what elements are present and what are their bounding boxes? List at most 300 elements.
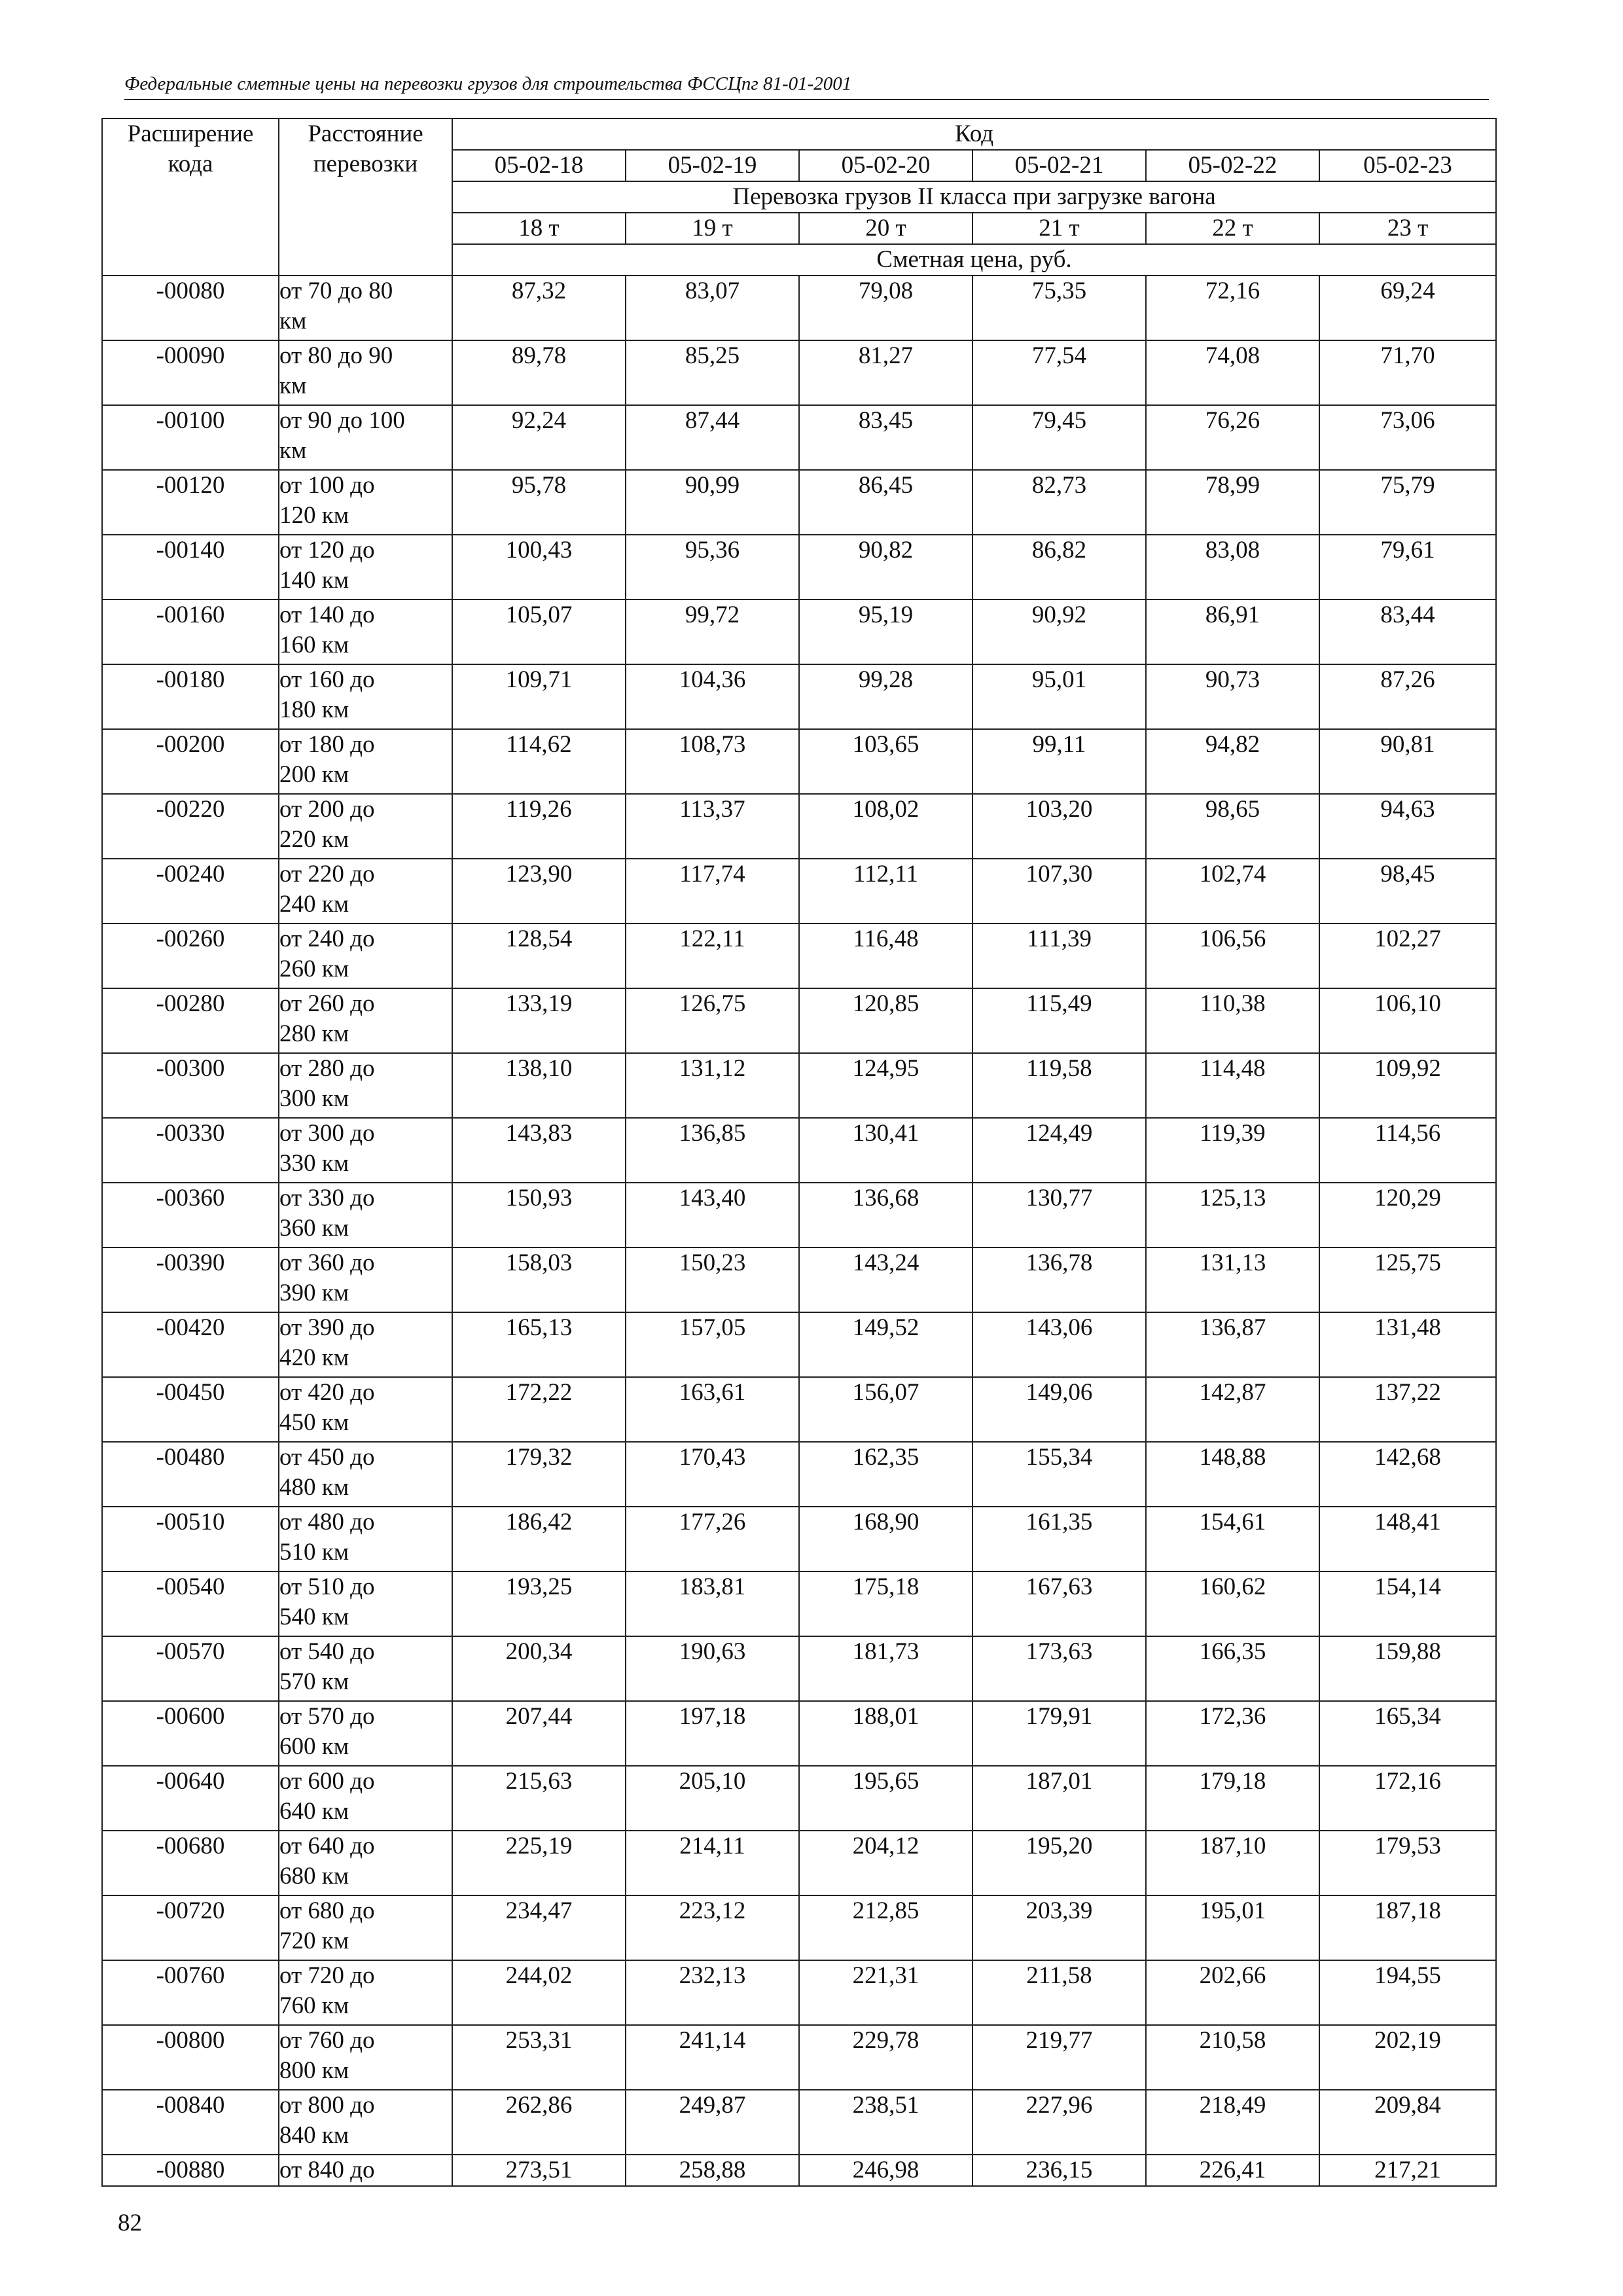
price-cell: 73,06 bbox=[1319, 405, 1496, 470]
row-code: -00680 bbox=[102, 1831, 279, 1895]
row-distance bbox=[279, 664, 452, 729]
table-row bbox=[102, 1701, 1496, 1766]
row-distance-line: 720 км bbox=[279, 1928, 349, 1954]
price-cell: 148,41 bbox=[1319, 1507, 1496, 1571]
table-row bbox=[102, 600, 1496, 664]
price-cell: 106,10 bbox=[1319, 988, 1496, 1053]
price-cell: 200,34 bbox=[452, 1636, 626, 1701]
price-cell: 86,82 bbox=[972, 535, 1146, 600]
price-cell: 190,63 bbox=[626, 1636, 799, 1701]
price-cell: 95,78 bbox=[452, 470, 626, 535]
price-cell: 142,87 bbox=[1146, 1377, 1319, 1442]
row-distance-line: от 240 до bbox=[279, 925, 375, 952]
header-load: 21 т bbox=[972, 213, 1146, 244]
row-distance-line: 760 км bbox=[279, 1992, 349, 2019]
row-distance-line: 570 км bbox=[279, 1668, 349, 1695]
price-cell: 81,27 bbox=[799, 340, 972, 405]
row-distance bbox=[279, 1636, 452, 1701]
page-number: 82 bbox=[118, 2210, 142, 2236]
price-cell: 85,25 bbox=[626, 340, 799, 405]
price-cell: 75,35 bbox=[972, 276, 1146, 340]
price-cell: 105,07 bbox=[452, 600, 626, 664]
price-cell: 229,78 bbox=[799, 2025, 972, 2090]
row-distance-line: 220 км bbox=[279, 826, 349, 853]
table-row bbox=[102, 1507, 1496, 1571]
row-distance-line: 510 км bbox=[279, 1539, 349, 1566]
row-distance-line: от 90 до 100 bbox=[279, 407, 405, 434]
price-cell: 102,27 bbox=[1319, 924, 1496, 988]
price-cell: 212,85 bbox=[799, 1895, 972, 1960]
price-cell: 227,96 bbox=[972, 2090, 1146, 2155]
row-code: -00120 bbox=[102, 470, 279, 535]
row-distance-line: 280 км bbox=[279, 1020, 349, 1047]
price-cell: 172,16 bbox=[1319, 1766, 1496, 1831]
price-cell: 136,78 bbox=[972, 1247, 1146, 1312]
row-distance-line: от 180 до bbox=[279, 731, 375, 758]
row-distance bbox=[279, 1831, 452, 1895]
price-cell: 109,92 bbox=[1319, 1053, 1496, 1118]
price-cell: 122,11 bbox=[626, 924, 799, 988]
price-cell: 219,77 bbox=[972, 2025, 1146, 2090]
price-cell: 214,11 bbox=[626, 1831, 799, 1895]
running-header: Федеральные сметные цены на перевозки грузов для строительства ФССЦпг 81-01-2001 bbox=[124, 73, 1489, 100]
price-cell: 258,88 bbox=[626, 2155, 799, 2186]
table-row bbox=[102, 2025, 1496, 2090]
row-distance-line: от 390 до bbox=[279, 1314, 375, 1341]
price-cell: 75,79 bbox=[1319, 470, 1496, 535]
row-distance-line: от 80 до 90 bbox=[279, 342, 393, 369]
price-cell: 168,90 bbox=[799, 1507, 972, 1571]
table-row bbox=[102, 405, 1496, 470]
price-cell: 116,48 bbox=[799, 924, 972, 988]
price-cell: 194,55 bbox=[1319, 1960, 1496, 2025]
row-code: -00800 bbox=[102, 2025, 279, 2090]
table-row bbox=[102, 1377, 1496, 1442]
price-cell: 90,73 bbox=[1146, 664, 1319, 729]
price-cell: 172,36 bbox=[1146, 1701, 1319, 1766]
row-code: -00220 bbox=[102, 794, 279, 859]
price-cell: 124,95 bbox=[799, 1053, 972, 1118]
price-cell: 77,54 bbox=[972, 340, 1146, 405]
price-cell: 166,35 bbox=[1146, 1636, 1319, 1701]
row-distance bbox=[279, 1442, 452, 1507]
row-distance-line: от 160 до bbox=[279, 666, 375, 693]
price-cell: 131,13 bbox=[1146, 1247, 1319, 1312]
price-cell: 179,91 bbox=[972, 1701, 1146, 1766]
price-cell: 149,52 bbox=[799, 1312, 972, 1377]
price-cell: 183,81 bbox=[626, 1571, 799, 1636]
price-cell: 94,63 bbox=[1319, 794, 1496, 859]
table-row bbox=[102, 2090, 1496, 2155]
price-cell: 69,24 bbox=[1319, 276, 1496, 340]
price-cell: 232,13 bbox=[626, 1960, 799, 2025]
price-cell: 149,06 bbox=[972, 1377, 1146, 1442]
price-cell: 241,14 bbox=[626, 2025, 799, 2090]
price-cell: 86,91 bbox=[1146, 600, 1319, 664]
price-cell: 187,18 bbox=[1319, 1895, 1496, 1960]
row-distance-line: 540 км bbox=[279, 1604, 349, 1630]
row-distance-line: 200 км bbox=[279, 761, 349, 788]
row-distance bbox=[279, 1571, 452, 1636]
price-cell: 187,10 bbox=[1146, 1831, 1319, 1895]
table-row bbox=[102, 729, 1496, 794]
price-cell: 71,70 bbox=[1319, 340, 1496, 405]
price-cell: 87,44 bbox=[626, 405, 799, 470]
price-cell: 104,36 bbox=[626, 664, 799, 729]
price-table bbox=[101, 118, 1497, 2187]
header-extension-code: Расширение кода bbox=[102, 118, 279, 276]
row-distance-line: 360 км bbox=[279, 1215, 349, 1242]
price-cell: 125,75 bbox=[1319, 1247, 1496, 1312]
price-cell: 155,34 bbox=[972, 1442, 1146, 1507]
table-row bbox=[102, 2155, 1496, 2186]
price-cell: 157,05 bbox=[626, 1312, 799, 1377]
price-cell: 253,31 bbox=[452, 2025, 626, 2090]
price-cell: 100,43 bbox=[452, 535, 626, 600]
table-row bbox=[102, 1118, 1496, 1183]
price-cell: 95,01 bbox=[972, 664, 1146, 729]
price-cell: 110,38 bbox=[1146, 988, 1319, 1053]
table-row bbox=[102, 664, 1496, 729]
row-distance-line: от 260 до bbox=[279, 990, 375, 1017]
price-cell: 86,45 bbox=[799, 470, 972, 535]
row-distance-line: от 120 до bbox=[279, 537, 375, 564]
row-code: -00360 bbox=[102, 1183, 279, 1247]
row-distance bbox=[279, 1312, 452, 1377]
row-code: -00260 bbox=[102, 924, 279, 988]
table-row bbox=[102, 1636, 1496, 1701]
price-cell: 76,26 bbox=[1146, 405, 1319, 470]
price-cell: 172,22 bbox=[452, 1377, 626, 1442]
price-cell: 246,98 bbox=[799, 2155, 972, 2186]
price-cell: 218,49 bbox=[1146, 2090, 1319, 2155]
row-distance bbox=[279, 1960, 452, 2025]
price-cell: 179,18 bbox=[1146, 1766, 1319, 1831]
price-cell: 95,36 bbox=[626, 535, 799, 600]
header-code-value: 05-02-19 bbox=[626, 150, 799, 181]
price-cell: 181,73 bbox=[799, 1636, 972, 1701]
price-cell: 148,88 bbox=[1146, 1442, 1319, 1507]
row-distance-line: от 280 до bbox=[279, 1055, 375, 1082]
row-distance-line: 840 км bbox=[279, 2122, 349, 2149]
price-cell: 225,19 bbox=[452, 1831, 626, 1895]
table-row bbox=[102, 794, 1496, 859]
table-row bbox=[102, 988, 1496, 1053]
price-cell: 238,51 bbox=[799, 2090, 972, 2155]
price-cell: 99,28 bbox=[799, 664, 972, 729]
row-distance-line: от 70 до 80 bbox=[279, 278, 393, 304]
row-distance bbox=[279, 2025, 452, 2090]
row-distance-line: 640 км bbox=[279, 1798, 349, 1825]
row-code: -00330 bbox=[102, 1118, 279, 1183]
price-cell: 150,23 bbox=[626, 1247, 799, 1312]
header-load: 23 т bbox=[1319, 213, 1496, 244]
price-cell: 177,26 bbox=[626, 1507, 799, 1571]
table-row bbox=[102, 1831, 1496, 1895]
row-distance-line: от 800 до bbox=[279, 2092, 375, 2119]
price-cell: 195,20 bbox=[972, 1831, 1146, 1895]
row-distance-line: 300 км bbox=[279, 1085, 349, 1112]
row-distance-line: 450 км bbox=[279, 1409, 349, 1436]
price-cell: 159,88 bbox=[1319, 1636, 1496, 1701]
table-row bbox=[102, 470, 1496, 535]
row-distance bbox=[279, 1053, 452, 1118]
header-load: 20 т bbox=[799, 213, 972, 244]
row-distance bbox=[279, 600, 452, 664]
header-distance: Расстояние перевозки bbox=[279, 118, 452, 276]
price-cell: 150,93 bbox=[452, 1183, 626, 1247]
header-code-value: 05-02-22 bbox=[1146, 150, 1319, 181]
price-cell: 108,02 bbox=[799, 794, 972, 859]
row-code: -00880 bbox=[102, 2155, 279, 2186]
price-cell: 119,26 bbox=[452, 794, 626, 859]
price-cell: 103,20 bbox=[972, 794, 1146, 859]
header-code-value: 05-02-20 bbox=[799, 150, 972, 181]
price-cell: 165,13 bbox=[452, 1312, 626, 1377]
price-cell: 170,43 bbox=[626, 1442, 799, 1507]
row-distance-line: 120 км bbox=[279, 502, 349, 529]
price-cell: 154,61 bbox=[1146, 1507, 1319, 1571]
row-code: -00450 bbox=[102, 1377, 279, 1442]
price-cell: 217,21 bbox=[1319, 2155, 1496, 2186]
row-distance-line: 390 км bbox=[279, 1280, 349, 1306]
price-cell: 99,11 bbox=[972, 729, 1146, 794]
row-code: -00570 bbox=[102, 1636, 279, 1701]
price-cell: 173,63 bbox=[972, 1636, 1146, 1701]
price-cell: 120,85 bbox=[799, 988, 972, 1053]
table-row bbox=[102, 340, 1496, 405]
row-distance-line: км bbox=[279, 437, 307, 464]
table-row bbox=[102, 1053, 1496, 1118]
row-distance-line: от 200 до bbox=[279, 796, 375, 823]
price-cell: 83,44 bbox=[1319, 600, 1496, 664]
row-distance-line: от 720 до bbox=[279, 1962, 375, 1989]
row-distance bbox=[279, 1118, 452, 1183]
price-cell: 244,02 bbox=[452, 1960, 626, 2025]
price-cell: 143,40 bbox=[626, 1183, 799, 1247]
price-cell: 179,32 bbox=[452, 1442, 626, 1507]
price-cell: 156,07 bbox=[799, 1377, 972, 1442]
price-cell: 221,31 bbox=[799, 1960, 972, 2025]
price-cell: 143,06 bbox=[972, 1312, 1146, 1377]
price-cell: 195,01 bbox=[1146, 1895, 1319, 1960]
header-load: 22 т bbox=[1146, 213, 1319, 244]
row-code: -00100 bbox=[102, 405, 279, 470]
price-cell: 163,61 bbox=[626, 1377, 799, 1442]
price-cell: 262,86 bbox=[452, 2090, 626, 2155]
price-cell: 273,51 bbox=[452, 2155, 626, 2186]
price-cell: 197,18 bbox=[626, 1701, 799, 1766]
price-cell: 92,24 bbox=[452, 405, 626, 470]
row-code: -00480 bbox=[102, 1442, 279, 1507]
row-distance bbox=[279, 1701, 452, 1766]
header-code-value: 05-02-23 bbox=[1319, 150, 1496, 181]
price-cell: 98,45 bbox=[1319, 859, 1496, 924]
price-cell: 83,08 bbox=[1146, 535, 1319, 600]
price-cell: 90,82 bbox=[799, 535, 972, 600]
price-cell: 98,65 bbox=[1146, 794, 1319, 859]
price-cell: 117,74 bbox=[626, 859, 799, 924]
price-cell: 79,08 bbox=[799, 276, 972, 340]
price-cell: 128,54 bbox=[452, 924, 626, 988]
price-cell: 102,74 bbox=[1146, 859, 1319, 924]
price-cell: 143,24 bbox=[799, 1247, 972, 1312]
row-distance-line: 180 км bbox=[279, 696, 349, 723]
price-cell: 94,82 bbox=[1146, 729, 1319, 794]
price-cell: 136,85 bbox=[626, 1118, 799, 1183]
row-code: -00420 bbox=[102, 1312, 279, 1377]
price-cell: 175,18 bbox=[799, 1571, 972, 1636]
row-distance bbox=[279, 859, 452, 924]
table-row bbox=[102, 1571, 1496, 1636]
row-distance-line: от 360 до bbox=[279, 1249, 375, 1276]
table-row bbox=[102, 1442, 1496, 1507]
price-cell: 79,45 bbox=[972, 405, 1146, 470]
price-cell: 142,68 bbox=[1319, 1442, 1496, 1507]
price-cell: 165,34 bbox=[1319, 1701, 1496, 1766]
price-cell: 90,81 bbox=[1319, 729, 1496, 794]
row-code: -00200 bbox=[102, 729, 279, 794]
price-cell: 188,01 bbox=[799, 1701, 972, 1766]
price-cell: 74,08 bbox=[1146, 340, 1319, 405]
table-row bbox=[102, 1960, 1496, 2025]
price-cell: 109,71 bbox=[452, 664, 626, 729]
price-cell: 215,63 bbox=[452, 1766, 626, 1831]
row-distance-line: 680 км bbox=[279, 1863, 349, 1890]
row-distance bbox=[279, 2090, 452, 2155]
row-distance-line: 160 км bbox=[279, 632, 349, 658]
price-cell: 186,42 bbox=[452, 1507, 626, 1571]
row-code: -00080 bbox=[102, 276, 279, 340]
header-load: 19 т bbox=[626, 213, 799, 244]
price-cell: 83,07 bbox=[626, 276, 799, 340]
price-cell: 195,65 bbox=[799, 1766, 972, 1831]
price-cell: 204,12 bbox=[799, 1831, 972, 1895]
row-distance-line: 240 км bbox=[279, 891, 349, 918]
row-distance-line: от 510 до bbox=[279, 1573, 375, 1600]
row-distance-line: 140 км bbox=[279, 567, 349, 594]
price-cell: 179,53 bbox=[1319, 1831, 1496, 1895]
price-cell: 99,72 bbox=[626, 600, 799, 664]
header-price: Сметная цена, руб. bbox=[452, 244, 1496, 276]
row-code: -00510 bbox=[102, 1507, 279, 1571]
table-row bbox=[102, 924, 1496, 988]
price-cell: 131,48 bbox=[1319, 1312, 1496, 1377]
price-cell: 209,84 bbox=[1319, 2090, 1496, 2155]
row-distance-line: от 220 до bbox=[279, 861, 375, 888]
table-row bbox=[102, 1766, 1496, 1831]
price-cell: 78,99 bbox=[1146, 470, 1319, 535]
table-row bbox=[102, 276, 1496, 340]
table-row bbox=[102, 535, 1496, 600]
price-cell: 114,48 bbox=[1146, 1053, 1319, 1118]
row-distance bbox=[279, 1183, 452, 1247]
row-code: -00600 bbox=[102, 1701, 279, 1766]
row-distance-line: от 450 до bbox=[279, 1444, 375, 1471]
price-cell: 202,66 bbox=[1146, 1960, 1319, 2025]
price-cell: 234,47 bbox=[452, 1895, 626, 1960]
price-cell: 133,19 bbox=[452, 988, 626, 1053]
price-cell: 112,11 bbox=[799, 859, 972, 924]
price-cell: 205,10 bbox=[626, 1766, 799, 1831]
row-distance-line: от 640 до bbox=[279, 1833, 375, 1859]
row-distance bbox=[279, 1895, 452, 1960]
header-code: Код bbox=[452, 118, 1496, 150]
row-distance bbox=[279, 470, 452, 535]
price-cell: 82,73 bbox=[972, 470, 1146, 535]
price-cell: 160,62 bbox=[1146, 1571, 1319, 1636]
row-code: -00840 bbox=[102, 2090, 279, 2155]
price-cell: 249,87 bbox=[626, 2090, 799, 2155]
row-distance bbox=[279, 1377, 452, 1442]
row-distance bbox=[279, 1507, 452, 1571]
price-cell: 95,19 bbox=[799, 600, 972, 664]
price-cell: 115,49 bbox=[972, 988, 1146, 1053]
header-code-value: 05-02-18 bbox=[452, 150, 626, 181]
price-cell: 236,15 bbox=[972, 2155, 1146, 2186]
price-cell: 138,10 bbox=[452, 1053, 626, 1118]
price-cell: 130,77 bbox=[972, 1183, 1146, 1247]
row-code: -00180 bbox=[102, 664, 279, 729]
price-cell: 210,58 bbox=[1146, 2025, 1319, 2090]
price-cell: 193,25 bbox=[452, 1571, 626, 1636]
header-load: 18 т bbox=[452, 213, 626, 244]
row-code: -00140 bbox=[102, 535, 279, 600]
row-distance-line: 800 км bbox=[279, 2057, 349, 2084]
row-distance-line: 480 км bbox=[279, 1474, 349, 1501]
price-cell: 131,12 bbox=[626, 1053, 799, 1118]
price-cell: 72,16 bbox=[1146, 276, 1319, 340]
table-row bbox=[102, 1312, 1496, 1377]
row-distance-line: км bbox=[279, 308, 307, 334]
row-distance bbox=[279, 340, 452, 405]
price-cell: 161,35 bbox=[972, 1507, 1146, 1571]
price-cell: 120,29 bbox=[1319, 1183, 1496, 1247]
row-distance bbox=[279, 535, 452, 600]
row-distance-line: 420 км bbox=[279, 1344, 349, 1371]
row-distance bbox=[279, 2155, 452, 2186]
row-distance bbox=[279, 924, 452, 988]
price-cell: 211,58 bbox=[972, 1960, 1146, 2025]
row-code: -00090 bbox=[102, 340, 279, 405]
price-cell: 90,99 bbox=[626, 470, 799, 535]
row-code: -00160 bbox=[102, 600, 279, 664]
price-cell: 158,03 bbox=[452, 1247, 626, 1312]
price-cell: 203,39 bbox=[972, 1895, 1146, 1960]
table-row bbox=[102, 859, 1496, 924]
price-cell: 202,19 bbox=[1319, 2025, 1496, 2090]
row-distance bbox=[279, 405, 452, 470]
row-distance-line: 260 км bbox=[279, 956, 349, 982]
price-cell: 143,83 bbox=[452, 1118, 626, 1183]
row-code: -00760 bbox=[102, 1960, 279, 2025]
row-code: -00280 bbox=[102, 988, 279, 1053]
row-code: -00390 bbox=[102, 1247, 279, 1312]
row-distance-line: от 140 до bbox=[279, 601, 375, 628]
price-cell: 114,56 bbox=[1319, 1118, 1496, 1183]
price-cell: 106,56 bbox=[1146, 924, 1319, 988]
price-cell: 87,26 bbox=[1319, 664, 1496, 729]
row-distance-line: от 300 до bbox=[279, 1120, 375, 1147]
row-distance-line: 330 км bbox=[279, 1150, 349, 1177]
row-distance-line: от 680 до bbox=[279, 1897, 375, 1924]
row-distance-line: от 540 до bbox=[279, 1638, 375, 1665]
row-code: -00240 bbox=[102, 859, 279, 924]
price-cell: 79,61 bbox=[1319, 535, 1496, 600]
price-cell: 119,58 bbox=[972, 1053, 1146, 1118]
row-code: -00300 bbox=[102, 1053, 279, 1118]
price-cell: 108,73 bbox=[626, 729, 799, 794]
